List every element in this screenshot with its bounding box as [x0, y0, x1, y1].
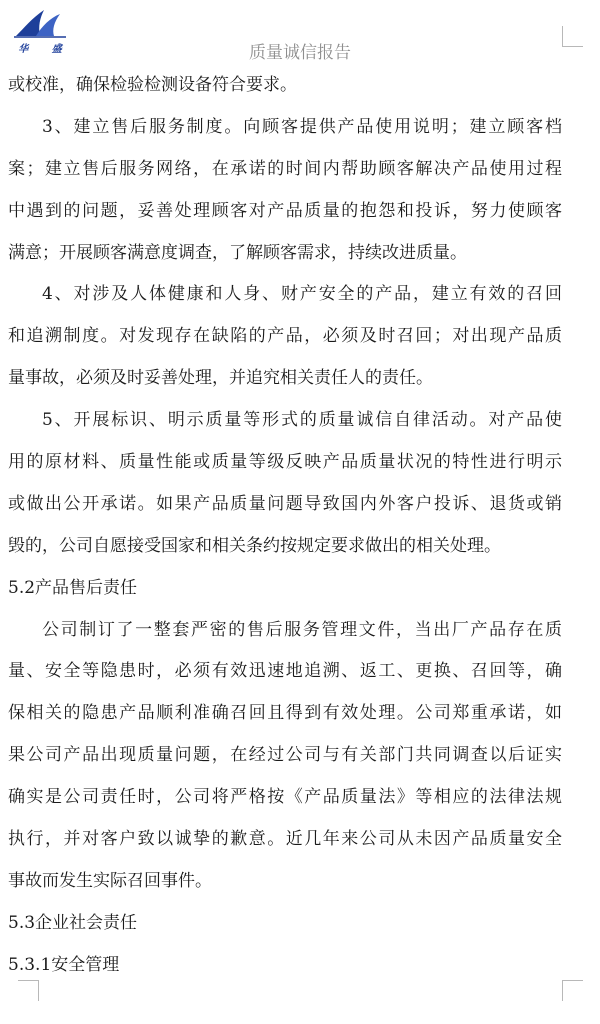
text-line: 量、安全等隐患时，必须有效迅速地追溯、返工、更换、召回等，确 [8, 661, 562, 682]
section-heading: 5.3企业社会责任 [8, 912, 138, 933]
text-line: 事故而发生实际召回事件。 [8, 870, 212, 891]
text-line: 公司制订了一整套严密的售后服务管理文件，当出厂产品存在质 [42, 619, 562, 640]
text-line: 或校准，确保检验检测设备符合要求。 [8, 75, 297, 95]
text-line: 或做出公开承诺。如果产品质量问题导致国内外客户投诉、退货或销 [8, 493, 562, 514]
text-line: 确实是公司责任时，公司将严格按《产品质量法》等相应的法律法规 [8, 787, 562, 808]
text-line: 案；建立售后服务网络，在承诺的时间内帮助顾客解决产品使用过程 [8, 158, 562, 179]
text-line: 毁的，公司自愿接受国家和相关条约按规定要求做出的相关处理。 [8, 535, 501, 556]
section-heading: 5.2产品售后责任 [8, 577, 138, 598]
header-title: 质量诚信报告 [249, 43, 351, 63]
logo-mountain-icon [10, 6, 72, 40]
text-line: 保相关的隐患产品顺利准确召回且得到有效处理。公司郑重承诺，如 [8, 703, 562, 724]
text-line: 和追溯制度。对发现存在缺陷的产品，必须及时召回；对出现产品质 [8, 326, 562, 347]
text-line: 果公司产品出现质量问题，在经过公司与有关部门共同调查以后证实 [8, 745, 562, 766]
logo-text: 华 盛 [18, 44, 72, 55]
text-line: 执行，并对客户致以诚挚的歉意。近几年来公司从未因产品质量安全 [8, 829, 562, 850]
text-line: 中遇到的问题，妥善处理顾客对产品质量的抱怨和投诉，努力使顾客 [8, 200, 562, 221]
text-line: 满意；开展顾客满意度调查，了解顾客需求，持续改进质量。 [8, 242, 467, 263]
subsection-heading: 5.3.1安全管理 [8, 954, 120, 975]
text-line: 4、对涉及人体健康和人身、财产安全的产品，建立有效的召回 [42, 284, 562, 305]
text-line: 3、建立售后服务制度。向顾客提供产品使用说明；建立顾客档 [42, 116, 562, 137]
crop-mark-bottom-right [562, 980, 583, 1001]
text-line: 量事故，必须及时妥善处理，并追究相关责任人的责任。 [8, 368, 433, 389]
text-line: 用的原材料、质量性能或质量等级反映产品质量状况的特性进行明示 [8, 452, 562, 473]
text-line: 5、开展标识、明示质量等形式的质量诚信自律活动。对产品使 [42, 410, 562, 431]
body-text [8, 70, 562, 992]
